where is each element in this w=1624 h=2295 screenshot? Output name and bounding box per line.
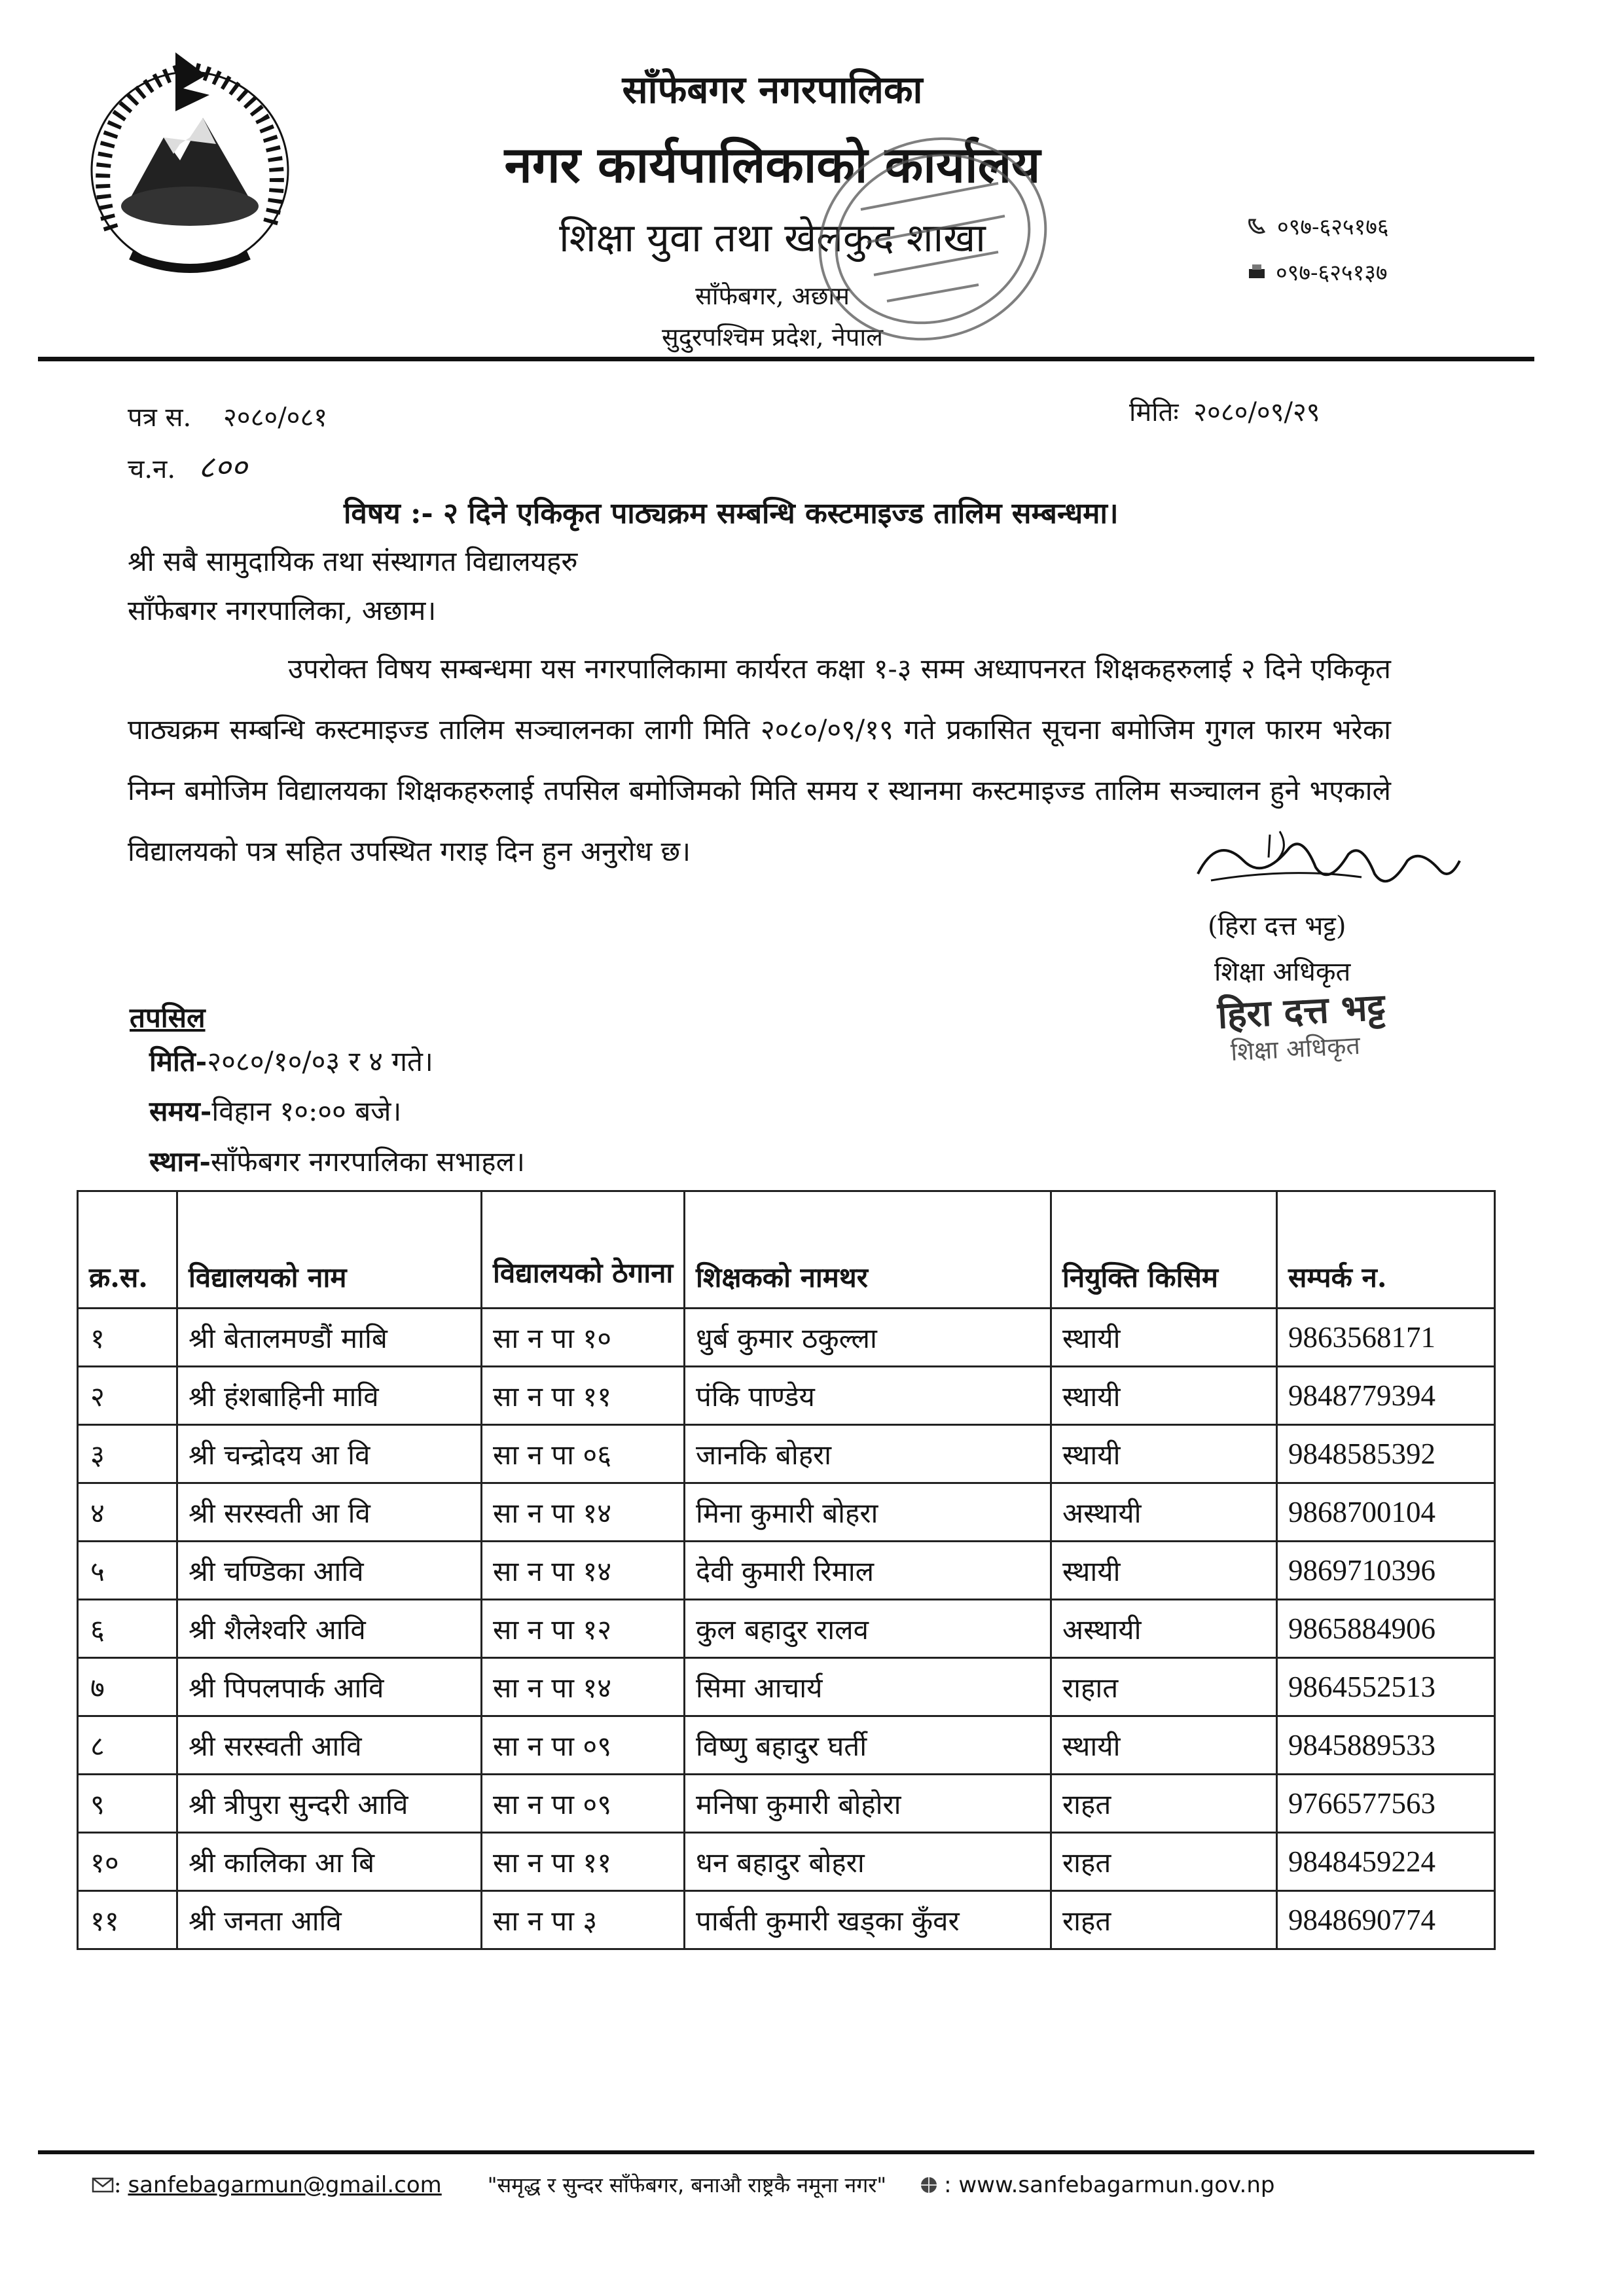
- table-header-row: [78, 1191, 1495, 1309]
- contact-number-cell: 9869710396: [1277, 1542, 1495, 1600]
- table-row: [78, 1833, 1495, 1891]
- schedule-time: [149, 1092, 401, 1129]
- ref-label: पत्र स.: [128, 403, 192, 433]
- website: [919, 2172, 1274, 2198]
- serial-cell: ५: [78, 1542, 177, 1600]
- school-address-cell: सा न पा १०: [482, 1309, 685, 1367]
- school-name-cell: श्री शैलेश्वरि आवि: [177, 1600, 482, 1658]
- schedule-date: [149, 1042, 433, 1079]
- date-value: २०८०/०९/२९: [1193, 397, 1320, 427]
- school-address-cell: सा न पा ३: [482, 1891, 685, 1949]
- teacher-name-cell: देवी कुमारी रिमाल: [685, 1542, 1051, 1600]
- serial-cell: २: [78, 1367, 177, 1425]
- serial-cell: ३: [78, 1425, 177, 1483]
- serial-cell: १: [78, 1309, 177, 1367]
- table-row: [78, 1775, 1495, 1833]
- teacher-name-cell: मनिषा कुमारी बोहोरा: [685, 1775, 1051, 1833]
- schedule-heading: तपसिल: [130, 1002, 206, 1034]
- school-address-cell: सा न पा ११: [482, 1367, 685, 1425]
- date-label: मितिः: [1129, 397, 1179, 427]
- municipality-name: साँफेबगर नगरपालिका: [622, 67, 923, 112]
- appointment-type-cell: स्थायी: [1051, 1542, 1277, 1600]
- recipient-line-2: साँफेबगर नगरपालिका, अछाम।: [128, 594, 437, 626]
- school-address-cell: सा न पा ०९: [482, 1716, 685, 1775]
- school-name-cell: श्री सरस्वती आ वि: [177, 1483, 482, 1542]
- appointment-type-cell: राहत: [1051, 1891, 1277, 1949]
- body-paragraph: उपरोक्त विषय सम्बन्धमा यस नगरपालिकामा कार्यरत कक्षा १-३ सम्म अध्यापनरत शिक्षकहरुलाई २ दिने एकिकृत पाठ्यक्रम सम्बन्धि कस्टमाइज्ड तालिम सञ्चालनका लागी मिति २०८०/०९/१९ गते प्रकासित सूचना बमोजिम गुगल फारम भरेका निम्न बमोजिम विद्यालयका शिक्षकहरुलाई तपसिल बमोजिमको मिति समय र स्थानमा कस्टमाइज्ड तालिम सञ्चालन हुने भएकाले विद्यालयको पत्र सहित उपस्थित गराइ दिन हुन अनुरोध छ।: [128, 653, 1391, 867]
- serial-cell: ४: [78, 1483, 177, 1542]
- reference-number: [128, 398, 327, 434]
- appointment-type-cell: राहात: [1051, 1658, 1277, 1716]
- teacher-name-cell: धन बहादुर बोहरा: [685, 1833, 1051, 1891]
- appointment-type-cell: स्थायी: [1051, 1716, 1277, 1775]
- table-row: [78, 1891, 1495, 1949]
- appointment-type-cell: स्थायी: [1051, 1367, 1277, 1425]
- name-seal-title: शिक्षा अधिकृत: [1230, 1030, 1362, 1067]
- dispatch-number: [128, 445, 247, 488]
- school-address-cell: सा न पा ०९: [482, 1775, 685, 1833]
- table-row: [78, 1425, 1495, 1483]
- teacher-name-cell: मिना कुमारी बोहरा: [685, 1483, 1051, 1542]
- school-name-cell: श्री पिपलपार्क आवि: [177, 1658, 482, 1716]
- schedule-time-value: विहान १०:०० बजे।: [211, 1095, 402, 1127]
- teacher-name-cell: धुर्ब कुमार ठकुल्ला: [685, 1309, 1051, 1367]
- schedule-date-label: मिति-: [149, 1045, 208, 1077]
- fax-contact: [1247, 257, 1388, 287]
- fax-number: ०९७-६२५१३७: [1276, 260, 1388, 286]
- table-row: [78, 1600, 1495, 1658]
- appointment-type-cell: स्थायी: [1051, 1425, 1277, 1483]
- motto: "समृद्ध र सुन्दर साँफेबगर, बनाऔ राष्ट्रकै नमूना नगर": [487, 2173, 887, 2197]
- school-name-cell: श्री बेतालमण्डौं माबि: [177, 1309, 482, 1367]
- envelope-icon: [92, 2177, 114, 2193]
- school-address-cell: सा न पा १४: [482, 1483, 685, 1542]
- school-name-cell: श्री जनता आवि: [177, 1891, 482, 1949]
- dispatch-label: च.न.: [128, 454, 176, 484]
- section-name: शिक्षा युवा तथा खेलकुद शाखा: [559, 215, 986, 261]
- teacher-name-cell: जानकि बोहरा: [685, 1425, 1051, 1483]
- school-address-cell: सा न पा १२: [482, 1600, 685, 1658]
- contact-number-cell: 9865884906: [1277, 1600, 1495, 1658]
- appointment-type-cell: स्थायी: [1051, 1309, 1277, 1367]
- office-name: नगर कार्यपालिकाको कार्यालय: [504, 136, 1041, 194]
- contact-number-cell: 9848690774: [1277, 1891, 1495, 1949]
- email-colon: :: [114, 2171, 122, 2198]
- appointment-type-cell: अस्थायी: [1051, 1600, 1277, 1658]
- school-name-cell: श्री चन्द्रोदय आ वि: [177, 1425, 482, 1483]
- phone-icon: [1247, 217, 1268, 234]
- school-address-cell: सा न पा १४: [482, 1542, 685, 1600]
- appointment-type-cell: राहत: [1051, 1775, 1277, 1833]
- serial-cell: १०: [78, 1833, 177, 1891]
- school-address-cell: सा न पा १४: [482, 1658, 685, 1716]
- contact-number-cell: 9845889533: [1277, 1716, 1495, 1775]
- table-row: [78, 1483, 1495, 1542]
- school-name-cell: श्री सरस्वती आवि: [177, 1716, 482, 1775]
- appointment-type-cell: राहत: [1051, 1833, 1277, 1891]
- serial-cell: ११: [78, 1891, 177, 1949]
- contact-number-cell: 9868700104: [1277, 1483, 1495, 1542]
- school-address-cell: सा न पा ०६: [482, 1425, 685, 1483]
- col-header-contact-number: सम्पर्क न.: [1277, 1191, 1495, 1309]
- website-url[interactable]: : www.sanfebagarmun.gov.np: [944, 2171, 1275, 2198]
- email-link[interactable]: sanfebagarmun@gmail.com: [128, 2171, 442, 2198]
- school-address-cell: सा न पा ११: [482, 1833, 685, 1891]
- serial-cell: ६: [78, 1600, 177, 1658]
- schedule-date-value: २०८०/१०/०३ र ४ गते।: [207, 1045, 433, 1077]
- letter-date: [1129, 393, 1320, 429]
- serial-cell: ८: [78, 1716, 177, 1775]
- appointment-type-cell: अस्थायी: [1051, 1483, 1277, 1542]
- school-name-cell: श्री चण्डिका आवि: [177, 1542, 482, 1600]
- phone-contact: [1247, 211, 1389, 241]
- teacher-name-cell: पंकि पाण्डेय: [685, 1367, 1051, 1425]
- serial-cell: ७: [78, 1658, 177, 1716]
- serial-cell: ९: [78, 1775, 177, 1833]
- ref-value: २०८०/०८१: [223, 403, 328, 433]
- schedule-place-value: साँफेबगर नगरपालिका सभाहल।: [210, 1146, 525, 1178]
- fax-icon: [1247, 263, 1267, 280]
- teacher-name-cell: पार्बती कुमारी खड्का कुँवर: [685, 1891, 1051, 1949]
- school-name-cell: श्री हंशबाहिनी मावि: [177, 1367, 482, 1425]
- header-divider: [38, 357, 1534, 361]
- name-seal: हिरा दत्त भट्ट: [1216, 985, 1386, 1038]
- col-header-school-name: विद्यालयको नाम: [177, 1191, 482, 1309]
- col-header-serial: क्र.स.: [78, 1191, 177, 1309]
- table-row: [78, 1658, 1495, 1716]
- table-row: [78, 1309, 1495, 1367]
- teachers-table: [77, 1190, 1496, 1950]
- globe-icon: [919, 2175, 939, 2195]
- nepal-government-emblem-icon: [65, 39, 314, 288]
- school-name-cell: श्री त्रीपुरा सुन्दरी आवि: [177, 1775, 482, 1833]
- phone-number: ०९७-६२५१७६: [1277, 214, 1389, 240]
- footer-divider: [38, 2150, 1534, 2154]
- schedule-time-label: समय-: [149, 1095, 212, 1127]
- contact-number-cell: 9864552513: [1277, 1658, 1495, 1716]
- signatory-name: (हिरा दत्त भट्ट): [1208, 911, 1346, 941]
- contact-number-cell: 9848459224: [1277, 1833, 1495, 1891]
- table-row: [78, 1367, 1495, 1425]
- address-line-2: सुदुरपश्चिम प्रदेश, नेपाल: [662, 323, 883, 352]
- contact-number-cell: 9766577563: [1277, 1775, 1495, 1833]
- table-row: [78, 1716, 1495, 1775]
- contact-number-cell: 9848779394: [1277, 1367, 1495, 1425]
- subject-line: विषय :- २ दिने एकिकृत पाठ्यक्रम सम्बन्धि कस्टमाइज्ड तालिम सम्बन्धमा।: [344, 497, 1119, 530]
- office-round-stamp-icon: [782, 131, 1057, 347]
- footer: [92, 2171, 1532, 2199]
- address-line-1: साँफेबगर, अछाम: [695, 281, 850, 310]
- contact-number-cell: 9848585392: [1277, 1425, 1495, 1483]
- dispatch-value: ८००: [198, 449, 247, 486]
- col-header-appointment-type: नियुक्ति किसिम: [1051, 1191, 1277, 1309]
- signatory-title: शिक्षा अधिकृत: [1214, 957, 1351, 987]
- school-name-cell: श्री कालिका आ बि: [177, 1833, 482, 1891]
- col-header-teacher-name: शिक्षकको नामथर: [685, 1191, 1051, 1309]
- handwritten-signature: [1191, 822, 1466, 907]
- contact-number-cell: 9863568171: [1277, 1309, 1495, 1367]
- col-header-school-address: विद्यालयको ठेगाना: [482, 1191, 685, 1309]
- teacher-name-cell: सिमा आचार्य: [685, 1658, 1051, 1716]
- recipient-line-1: श्री सबै सामुदायिक तथा संस्थागत विद्यालयहरु: [128, 545, 578, 577]
- teacher-name-cell: कुल बहादुर रालव: [685, 1600, 1051, 1658]
- schedule-place: [149, 1142, 525, 1180]
- schedule-place-label: स्थान-: [149, 1146, 211, 1178]
- teacher-name-cell: विष्णु बहादुर घर्ती: [685, 1716, 1051, 1775]
- table-row: [78, 1542, 1495, 1600]
